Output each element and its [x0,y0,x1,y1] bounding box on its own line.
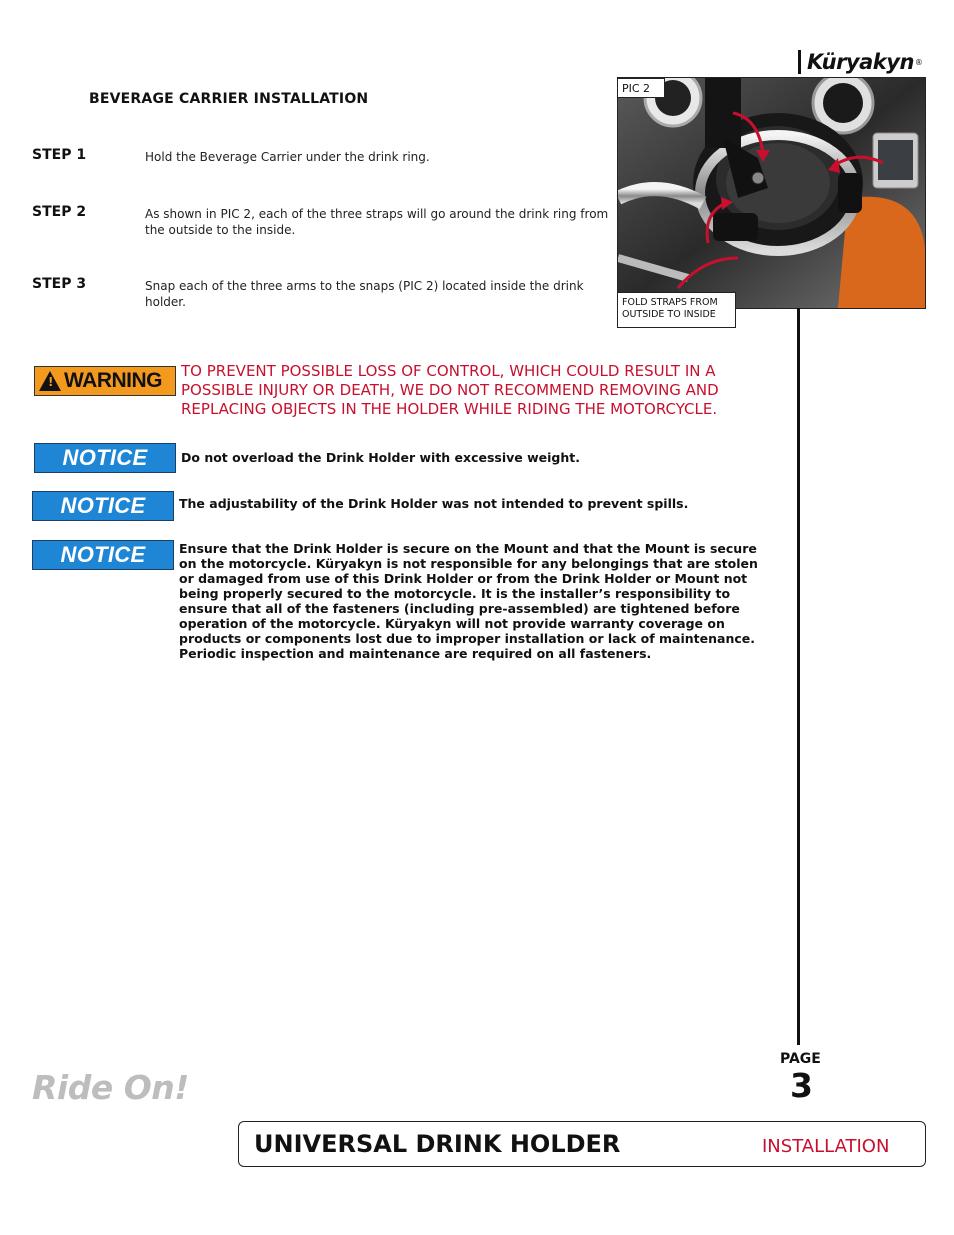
notice-badge-label: NOTICE [62,445,148,470]
notice-badge-label: NOTICE [60,493,146,518]
step-1-label: STEP 1 [32,147,87,163]
notice-badge-2 [32,491,174,521]
slogan: Ride On! [32,1068,189,1107]
warning-text: TO PREVENT POSSIBLE LOSS OF CONTROL, WHICH COULD RESULT IN A POSSIBLE INJURY OR DEATH, WE DO NOT RECOMMEND REMOVING AND REPLACING OBJECTS IN THE HOLDER WHILE RIDING THE MOTORCYCLE. [181,362,719,418]
step-3-label: STEP 3 [32,276,87,292]
warning-badge-label: WARNING [64,369,162,392]
notice-badge-3 [32,540,174,570]
notice-badge-1 [34,443,176,473]
step-2-label: STEP 2 [32,204,87,220]
step-1-text: Hold the Beverage Carrier under the drink ring. [145,150,430,164]
step-3-text: Snap each of the three arms to the snaps (PIC 2) located inside the drink holder. [145,279,584,309]
notice-text-3: Ensure that the Drink Holder is secure on the Mount and that the Mount is secure on the motorcycle. Küryakyn is not responsible for any belongings that are stolen or damaged from use of this Drink Holder or from the Drink Holder or Mount not being properly secured to the motorcycle. It is the installer’s responsibility to ensure that all of the fasteners (including pre-assembled) are tightened before operation of the motorcycle. Küryakyn will not provide warranty coverage on products or components lost due to improper installation or lack of maintenance. Periodic inspection and maintenance are required on all fasteners. [179,541,758,661]
page-label: PAGE [780,1051,821,1067]
brand-logo [798,50,923,74]
warning-icon: ! [39,371,61,391]
notice-text-1: Do not overload the Drink Holder with excessive weight. [181,450,580,465]
page-number: 3 [790,1066,813,1105]
warning-badge [34,366,176,396]
installation-photo [617,77,926,309]
registered-mark: ® [914,57,923,67]
notice-text-2: The adjustability of the Drink Holder was not intended to prevent spills. [179,496,689,511]
notice-badge-label: NOTICE [60,542,146,567]
figure-caption: FOLD STRAPS FROM OUTSIDE TO INSIDE [617,292,736,328]
brand-name: Küryakyn [807,50,914,74]
figure-label: PIC 2 [617,78,665,98]
section-subtitle: INSTALLATION [762,1136,890,1157]
product-title: UNIVERSAL DRINK HOLDER [254,1130,621,1158]
vertical-divider [797,308,800,1045]
drink-holder-illustration [618,78,925,308]
step-2-text: As shown in PIC 2, each of the three straps will go around the drink ring from the outside to the inside. [145,207,609,237]
logo-bar [798,50,801,74]
section-title: BEVERAGE CARRIER INSTALLATION [89,91,369,107]
